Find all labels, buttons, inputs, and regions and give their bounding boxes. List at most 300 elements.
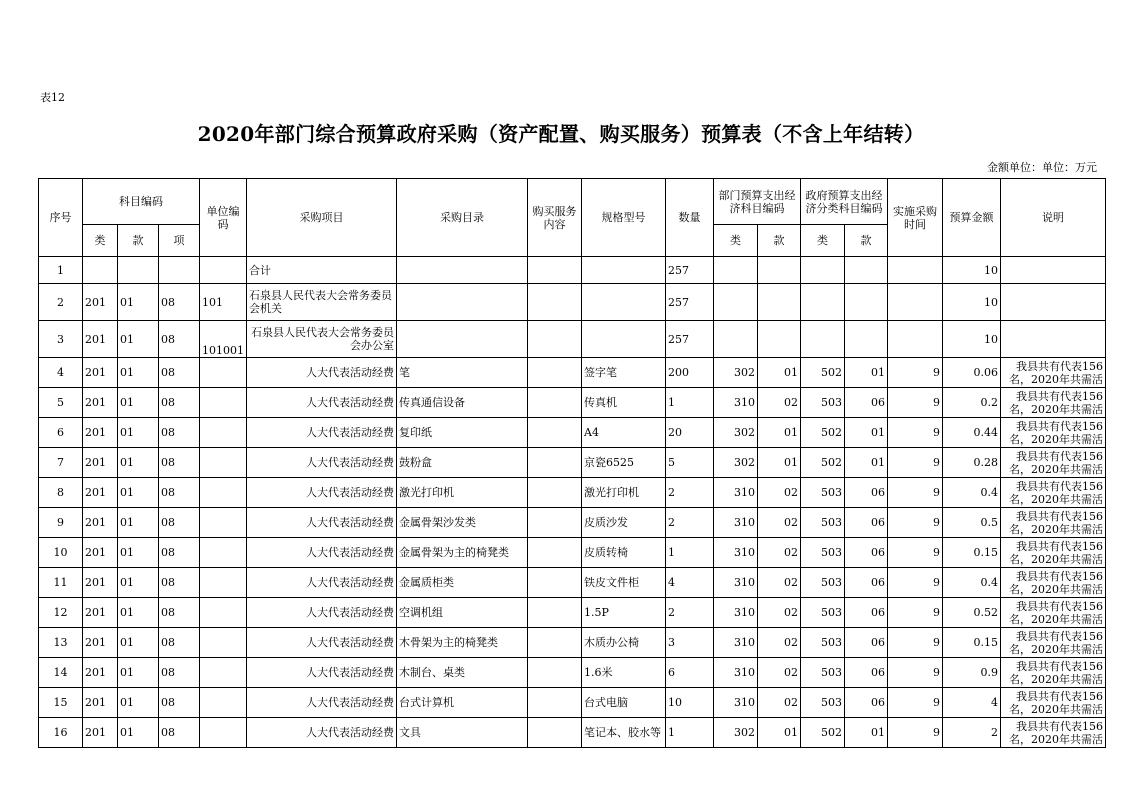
cell-time: [888, 284, 943, 321]
cell-unit-code: [200, 478, 247, 508]
table-row: [39, 448, 1106, 478]
cell-seq: 1: [39, 257, 83, 284]
cell-project: 人大代表活动经费: [247, 628, 397, 658]
note-text: [1003, 257, 1103, 283]
cell-g-kuan: 06: [845, 688, 888, 718]
table-row: [39, 628, 1106, 658]
cell-kuan: 01: [118, 448, 159, 478]
header-dept-lei: 类: [714, 225, 758, 257]
note-text: 我县共有代表156名，2020年共需活: [1009, 719, 1103, 746]
cell-unit-code: 101: [200, 284, 247, 321]
cell-unit-code: [200, 508, 247, 538]
cell-d-lei: 310: [714, 688, 758, 718]
cell-project: 人大代表活动经费: [247, 538, 397, 568]
cell-unit-code: [200, 718, 247, 748]
cell-spec: 1.6米: [582, 658, 666, 688]
cell-d-lei: 310: [714, 568, 758, 598]
cell-amount: 10: [943, 321, 1001, 358]
cell-d-kuan: 02: [758, 598, 801, 628]
cell-d-lei: 310: [714, 478, 758, 508]
cell-project: 人大代表活动经费: [247, 598, 397, 628]
cell-catalog: 金属骨架为主的椅凳类: [397, 538, 528, 568]
cell-g-kuan: [845, 257, 888, 284]
cell-g-kuan: 01: [845, 448, 888, 478]
cell-g-lei: 503: [801, 628, 845, 658]
cell-lei: 201: [83, 718, 118, 748]
cell-qty: 2: [666, 598, 714, 628]
cell-d-lei: 310: [714, 628, 758, 658]
cell-kuan: 01: [118, 628, 159, 658]
cell-seq: 5: [39, 388, 83, 418]
cell-xiang: 08: [159, 628, 200, 658]
cell-seq: 12: [39, 598, 83, 628]
cell-spec: 铁皮文件柜: [582, 568, 666, 598]
cell-catalog: 空调机组: [397, 598, 528, 628]
cell-qty: 20: [666, 418, 714, 448]
cell-service: [528, 257, 582, 284]
table-row: [39, 538, 1106, 568]
table-row: [39, 718, 1106, 748]
cell-d-kuan: 01: [758, 358, 801, 388]
header-gov-kuan: 款: [845, 225, 888, 257]
note-text: 我县共有代表156名，2020年共需活: [1009, 389, 1103, 416]
header-gov-econ: 政府预算支出经济分类科目编码: [801, 179, 888, 225]
table-header: [39, 179, 1106, 257]
cell-d-kuan: 02: [758, 568, 801, 598]
cell-time: [888, 257, 943, 284]
cell-kuan: 01: [118, 321, 159, 358]
cell-lei: 201: [83, 508, 118, 538]
cell-d-lei: [714, 321, 758, 358]
cell-lei: 201: [83, 418, 118, 448]
cell-lei: 201: [83, 598, 118, 628]
procurement-table: [38, 178, 1106, 748]
cell-lei: 201: [83, 478, 118, 508]
cell-d-kuan: [758, 321, 801, 358]
table-body: [39, 257, 1106, 748]
cell-lei: 201: [83, 388, 118, 418]
cell-g-kuan: [845, 321, 888, 358]
cell-amount: 0.5: [943, 508, 1001, 538]
cell-lei: 201: [83, 538, 118, 568]
cell-unit-code: [200, 448, 247, 478]
cell-g-lei: 503: [801, 508, 845, 538]
table-row: [39, 418, 1106, 448]
cell-project: 人大代表活动经费: [247, 388, 397, 418]
cell-g-lei: 503: [801, 478, 845, 508]
cell-spec: A4: [582, 418, 666, 448]
cell-xiang: 08: [159, 321, 200, 358]
amount-unit-label: 金额单位：单位：万元: [987, 161, 1097, 174]
cell-lei: [83, 257, 118, 284]
cell-spec: 皮质沙发: [582, 508, 666, 538]
cell-g-lei: 503: [801, 688, 845, 718]
cell-time: 9: [888, 628, 943, 658]
cell-g-lei: 503: [801, 658, 845, 688]
cell-catalog: [397, 321, 528, 358]
cell-catalog: 笔: [397, 358, 528, 388]
cell-note: [1001, 321, 1106, 358]
cell-g-kuan: 01: [845, 358, 888, 388]
cell-seq: 16: [39, 718, 83, 748]
cell-d-lei: 302: [714, 418, 758, 448]
cell-d-kuan: 02: [758, 628, 801, 658]
cell-time: 9: [888, 658, 943, 688]
cell-d-lei: 310: [714, 538, 758, 568]
cell-amount: 0.4: [943, 478, 1001, 508]
cell-seq: 3: [39, 321, 83, 358]
cell-g-lei: [801, 321, 845, 358]
cell-note: [1001, 358, 1106, 388]
cell-kuan: 01: [118, 388, 159, 418]
note-text: 我县共有代表156名，2020年共需活: [1009, 599, 1103, 626]
cell-seq: 13: [39, 628, 83, 658]
cell-xiang: 08: [159, 418, 200, 448]
cell-xiang: 08: [159, 658, 200, 688]
cell-d-kuan: 02: [758, 508, 801, 538]
cell-project: 人大代表活动经费: [247, 658, 397, 688]
cell-d-kuan: [758, 284, 801, 321]
cell-d-kuan: 02: [758, 688, 801, 718]
cell-amount: 2: [943, 718, 1001, 748]
cell-catalog: 台式计算机: [397, 688, 528, 718]
cell-g-lei: 503: [801, 388, 845, 418]
cell-xiang: 08: [159, 688, 200, 718]
cell-g-kuan: 01: [845, 418, 888, 448]
cell-spec: 皮质转椅: [582, 538, 666, 568]
cell-note: [1001, 598, 1106, 628]
note-text: 我县共有代表156名，2020年共需活: [1009, 659, 1103, 686]
cell-d-lei: 302: [714, 358, 758, 388]
cell-kuan: 01: [118, 508, 159, 538]
cell-qty: 257: [666, 257, 714, 284]
table-row: [39, 598, 1106, 628]
cell-spec: 笔记本、胶水等: [582, 718, 666, 748]
cell-spec: [582, 257, 666, 284]
cell-time: 9: [888, 688, 943, 718]
cell-time: 9: [888, 388, 943, 418]
cell-seq: 9: [39, 508, 83, 538]
table-row: [39, 688, 1106, 718]
cell-d-kuan: [758, 257, 801, 284]
cell-amount: 0.28: [943, 448, 1001, 478]
cell-unit-code: [200, 628, 247, 658]
cell-g-lei: 503: [801, 538, 845, 568]
cell-g-lei: 502: [801, 358, 845, 388]
header-qty: 数量: [666, 179, 714, 257]
note-text: 我县共有代表156名，2020年共需活: [1009, 419, 1103, 446]
cell-note: [1001, 568, 1106, 598]
cell-qty: 200: [666, 358, 714, 388]
cell-d-lei: [714, 284, 758, 321]
header-dept-econ: 部门预算支出经济科目编码: [714, 179, 801, 225]
cell-qty: 4: [666, 568, 714, 598]
table-row: [39, 478, 1106, 508]
cell-d-kuan: 02: [758, 388, 801, 418]
cell-note: [1001, 284, 1106, 321]
cell-d-kuan: 01: [758, 448, 801, 478]
note-text: 我县共有代表156名，2020年共需活: [1009, 569, 1103, 596]
note-text: [1003, 326, 1103, 352]
cell-project: 人大代表活动经费: [247, 508, 397, 538]
cell-project: 石泉县人民代表大会常务委员会机关: [247, 284, 397, 321]
cell-time: 9: [888, 568, 943, 598]
cell-service: [528, 448, 582, 478]
cell-spec: 1.5P: [582, 598, 666, 628]
cell-note: [1001, 508, 1106, 538]
cell-xiang: 08: [159, 478, 200, 508]
cell-note: [1001, 628, 1106, 658]
header-gov-lei: 类: [801, 225, 845, 257]
cell-qty: 1: [666, 718, 714, 748]
table-row: [39, 358, 1106, 388]
header-unit-code: 单位编码: [200, 179, 247, 257]
cell-catalog: 激光打印机: [397, 478, 528, 508]
cell-qty: 1: [666, 388, 714, 418]
cell-seq: 8: [39, 478, 83, 508]
cell-time: 9: [888, 718, 943, 748]
cell-seq: 14: [39, 658, 83, 688]
cell-d-kuan: 02: [758, 538, 801, 568]
cell-amount: 10: [943, 284, 1001, 321]
cell-lei: 201: [83, 448, 118, 478]
cell-catalog: 木制台、桌类: [397, 658, 528, 688]
header-amount: 预算金额: [943, 179, 1001, 257]
cell-kuan: 01: [118, 658, 159, 688]
table-row: [39, 658, 1106, 688]
cell-qty: 6: [666, 658, 714, 688]
cell-service: [528, 718, 582, 748]
cell-service: [528, 284, 582, 321]
cell-d-kuan: 02: [758, 478, 801, 508]
cell-xiang: [159, 257, 200, 284]
cell-kuan: 01: [118, 358, 159, 388]
cell-amount: 0.15: [943, 538, 1001, 568]
cell-kuan: 01: [118, 418, 159, 448]
cell-g-kuan: 06: [845, 508, 888, 538]
cell-project: 合计: [247, 257, 397, 284]
cell-g-kuan: 06: [845, 568, 888, 598]
cell-catalog: 复印纸: [397, 418, 528, 448]
header-subject-code: 科目编码: [83, 179, 200, 225]
cell-project: 人大代表活动经费: [247, 448, 397, 478]
cell-service: [528, 568, 582, 598]
note-text: 我县共有代表156名，2020年共需活: [1009, 509, 1103, 536]
cell-qty: 5: [666, 448, 714, 478]
cell-spec: 台式电脑: [582, 688, 666, 718]
cell-spec: 传真机: [582, 388, 666, 418]
cell-note: [1001, 448, 1106, 478]
cell-kuan: 01: [118, 688, 159, 718]
header-time: 实施采购时间: [888, 179, 943, 257]
cell-spec: [582, 284, 666, 321]
table-row: [39, 321, 1106, 358]
cell-qty: 3: [666, 628, 714, 658]
cell-kuan: 01: [118, 284, 159, 321]
cell-lei: 201: [83, 628, 118, 658]
cell-g-kuan: [845, 284, 888, 321]
cell-qty: 257: [666, 284, 714, 321]
header-subject-lei: 类: [83, 225, 118, 257]
cell-lei: 201: [83, 321, 118, 358]
cell-project: 人大代表活动经费: [247, 478, 397, 508]
cell-spec: 激光打印机: [582, 478, 666, 508]
cell-amount: 0.9: [943, 658, 1001, 688]
cell-xiang: 08: [159, 568, 200, 598]
cell-catalog: 传真通信设备: [397, 388, 528, 418]
cell-unit-code: [200, 658, 247, 688]
cell-g-kuan: 06: [845, 478, 888, 508]
cell-service: [528, 628, 582, 658]
cell-g-lei: 502: [801, 718, 845, 748]
cell-kuan: 01: [118, 718, 159, 748]
cell-service: [528, 321, 582, 358]
cell-kuan: [118, 257, 159, 284]
cell-seq: 15: [39, 688, 83, 718]
cell-g-lei: 502: [801, 448, 845, 478]
table-row: [39, 388, 1106, 418]
cell-note: [1001, 718, 1106, 748]
cell-service: [528, 538, 582, 568]
cell-amount: 4: [943, 688, 1001, 718]
header-project: 采购项目: [247, 179, 397, 257]
cell-qty: 257: [666, 321, 714, 358]
header-subject-xiang: 项: [159, 225, 200, 257]
cell-spec: 签字笔: [582, 358, 666, 388]
cell-xiang: 08: [159, 448, 200, 478]
cell-d-lei: 302: [714, 718, 758, 748]
cell-amount: 0.4: [943, 568, 1001, 598]
cell-g-lei: 503: [801, 568, 845, 598]
cell-amount: 0.15: [943, 628, 1001, 658]
cell-d-lei: 310: [714, 658, 758, 688]
cell-kuan: 01: [118, 478, 159, 508]
cell-xiang: 08: [159, 598, 200, 628]
note-text: 我县共有代表156名，2020年共需活: [1009, 479, 1103, 506]
cell-catalog: 金属骨架沙发类: [397, 508, 528, 538]
cell-amount: 0.06: [943, 358, 1001, 388]
cell-catalog: 文具: [397, 718, 528, 748]
cell-note: [1001, 418, 1106, 448]
cell-project: 石泉县人民代表大会常务委员会办公室: [247, 321, 397, 358]
cell-g-kuan: 06: [845, 628, 888, 658]
header-seq: 序号: [39, 179, 83, 257]
cell-xiang: 08: [159, 284, 200, 321]
cell-seq: 6: [39, 418, 83, 448]
cell-time: [888, 321, 943, 358]
cell-unit-code: [200, 688, 247, 718]
header-note: 说明: [1001, 179, 1106, 257]
cell-amount: 0.2: [943, 388, 1001, 418]
cell-amount: 0.52: [943, 598, 1001, 628]
note-text: 我县共有代表156名，2020年共需活: [1009, 449, 1103, 476]
cell-lei: 201: [83, 658, 118, 688]
cell-qty: 2: [666, 508, 714, 538]
cell-project: 人大代表活动经费: [247, 688, 397, 718]
cell-kuan: 01: [118, 538, 159, 568]
cell-time: 9: [888, 598, 943, 628]
cell-project: 人大代表活动经费: [247, 358, 397, 388]
cell-catalog: 木骨架为主的椅凳类: [397, 628, 528, 658]
table-row: [39, 257, 1106, 284]
cell-project: 人大代表活动经费: [247, 718, 397, 748]
cell-g-kuan: 06: [845, 538, 888, 568]
cell-catalog: [397, 284, 528, 321]
cell-kuan: 01: [118, 598, 159, 628]
table-row: [39, 508, 1106, 538]
cell-catalog: 鼓粉盒: [397, 448, 528, 478]
cell-seq: 2: [39, 284, 83, 321]
cell-xiang: 08: [159, 538, 200, 568]
note-text: 我县共有代表156名，2020年共需活: [1009, 539, 1103, 566]
cell-spec: 京瓷6525: [582, 448, 666, 478]
cell-g-lei: [801, 284, 845, 321]
cell-g-lei: [801, 257, 845, 284]
cell-service: [528, 598, 582, 628]
page-title: 2020年部门综合预算政府采购（资产配置、购买服务）预算表（不含上年结转）: [197, 122, 925, 146]
header-service: 购买服务内容: [528, 179, 582, 257]
cell-service: [528, 478, 582, 508]
cell-xiang: 08: [159, 388, 200, 418]
cell-d-lei: 302: [714, 448, 758, 478]
cell-lei: 201: [83, 568, 118, 598]
cell-d-kuan: 01: [758, 418, 801, 448]
cell-unit-code: [200, 418, 247, 448]
cell-time: 9: [888, 418, 943, 448]
cell-xiang: 08: [159, 718, 200, 748]
cell-lei: 201: [83, 284, 118, 321]
cell-d-lei: 310: [714, 388, 758, 418]
cell-note: [1001, 478, 1106, 508]
cell-catalog: [397, 257, 528, 284]
header-subject-kuan: 款: [118, 225, 159, 257]
cell-seq: 7: [39, 448, 83, 478]
cell-d-kuan: 01: [758, 718, 801, 748]
cell-service: [528, 418, 582, 448]
cell-d-lei: 310: [714, 598, 758, 628]
table-code: 表12: [40, 91, 65, 104]
cell-unit-code: [200, 388, 247, 418]
cell-note: [1001, 388, 1106, 418]
cell-lei: 201: [83, 358, 118, 388]
cell-kuan: 01: [118, 568, 159, 598]
cell-d-kuan: 02: [758, 658, 801, 688]
cell-g-lei: 502: [801, 418, 845, 448]
cell-g-kuan: 01: [845, 718, 888, 748]
cell-spec: [582, 321, 666, 358]
table-row: [39, 284, 1106, 321]
note-text: [1003, 289, 1103, 315]
cell-seq: 11: [39, 568, 83, 598]
cell-amount: 0.44: [943, 418, 1001, 448]
cell-time: 9: [888, 448, 943, 478]
cell-unit-code: [200, 598, 247, 628]
cell-unit-code: [200, 568, 247, 598]
cell-service: [528, 508, 582, 538]
cell-service: [528, 358, 582, 388]
note-text: 我县共有代表156名，2020年共需活: [1009, 359, 1103, 386]
cell-qty: 1: [666, 538, 714, 568]
cell-project: 人大代表活动经费: [247, 418, 397, 448]
cell-d-lei: 310: [714, 508, 758, 538]
cell-time: 9: [888, 508, 943, 538]
cell-note: [1001, 257, 1106, 284]
cell-service: [528, 658, 582, 688]
cell-qty: 2: [666, 478, 714, 508]
header-catalog: 采购目录: [397, 179, 528, 257]
cell-unit-code: [200, 358, 247, 388]
note-text: 我县共有代表156名，2020年共需活: [1009, 689, 1103, 716]
